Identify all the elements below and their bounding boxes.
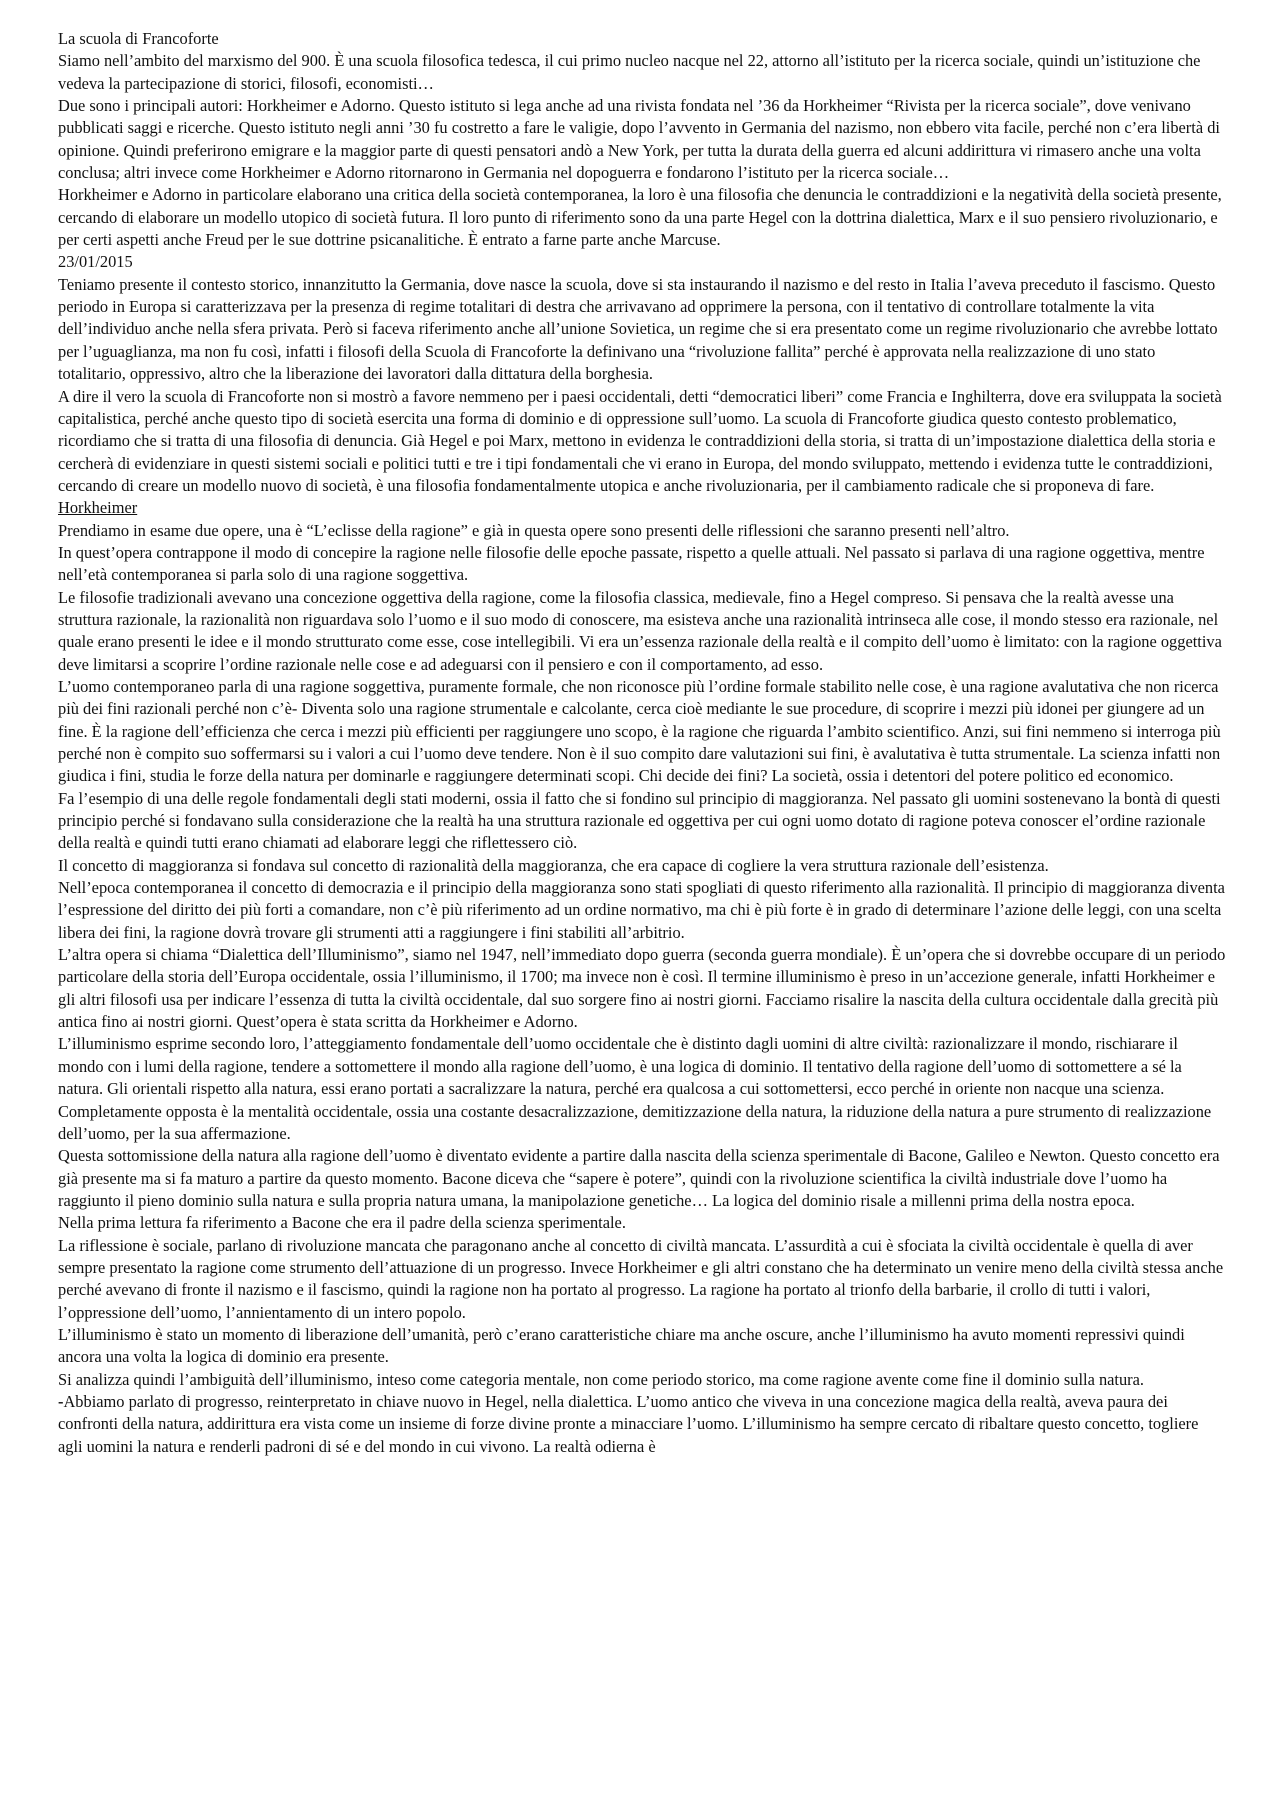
paragraph: L’altra opera si chiama “Dialettica dell’Illuminismo”, siamo nel 1947, nell’immediato dopo guerra (seconda guerra mondiale). È un’opera che si dovrebbe occupare di un periodo particolare della storia dell’Europa occidentale, ossia l’illuminismo, il 1700; ma invece non è così. Il termine illuminismo è preso in un’accezione generale, infatti Horkheimer e gli altri filosofi usa per indicare l’essenza di tutta la civiltà occidentale, dal suo sorgere fino ai nostri giorni. Facciamo risalire la nascita della cultura occidentale dalla grecità più antica fino ai nostri giorni. Quest’opera è stata scritta da Horkheimer e Adorno. bbox=[58, 945, 1226, 1032]
paragraph: La riflessione è sociale, parlano di rivoluzione mancata che paragonano anche al concetto di civiltà mancata. L’assurdità a cui è sfociata la civiltà occidentale è quella di aver sempre presentato la ragione come strumento dell’attuazione di un progresso. Invece Horkheimer e gli altri constano che ha determinato un venire meno della civiltà stessa anche perché avevano di fronte il nazismo e il fascismo, quindi la ragione non ha portato al progresso. La ragione ha portato al trionfo della barbarie, il crollo di tutti i valori, l’oppressione dell’uomo, l’annientamento di un intero popolo. bbox=[58, 1235, 1224, 1322]
date-line: 23/01/2015 bbox=[58, 252, 133, 272]
paragraph: Le filosofie tradizionali avevano una concezione oggettiva della ragione, come la filosofia classica, medievale, fino a Hegel compreso. Si pensava che la realtà avesse una struttura razionale, la razionalità non riguardava solo l’uomo e il suo modo di conoscere, ma esisteva anche una razionalità intrinseca alle cose, il mondo stesso era razionale, nel quale erano presenti le idee e il mondo strutturato come esse, cose intellegibili. Vi era un’essenza razionale della realtà e il compito dell’uomo è limitato: con la ragione oggettiva deve limitarsi a scoprire l’ordine razionale nelle cose e ad adeguarsi con il pensiero e con il comportamento, ad esso. bbox=[58, 587, 1222, 674]
document-title: La scuola di Francoforte bbox=[58, 29, 219, 48]
last-paragraph-text: Abbiamo parlato di progresso, reinterpretato in chiave nuovo in Hegel, nella dialettica. L’uomo antico che viveva in una concezione magica della realtà, aveva paura dei confronti della natura, addirittura era vista come un insieme di forze divine pronte a minacciare l’uomo. L’illuminismo ha sempre cercato di ribaltare questo concetto, togliere agli uomini la natura e renderli padroni di sé e del mondo in cui vivono. La realtà odierna è bbox=[58, 1391, 1199, 1456]
document-page bbox=[58, 28, 1226, 1798]
paragraph: L’illuminismo esprime secondo loro, l’atteggiamento fondamentale dell’uomo occidentale che è distinto dagli uomini di altre civiltà: razionalizzare il mondo, rischiarare il mondo con i lumi della ragione, tendere a sottomettere il mondo alla ragione dell’uomo, è una logica di dominio. Il tentativo della ragione dell’uomo di sottomettere a sé la natura. Gli orientali rispetto alla natura, essi erano portati a sacralizzare la natura, perché era qualcosa a cui sottomettersi, ecco perché in oriente non nacque una scienza. Completamente opposta è la mentalità occidentale, ossia una costante desacralizzazione, demitizzazione della natura, la riduzione della natura a pure strumento di realizzazione dell’uomo, per la sua affermazione. bbox=[58, 1034, 1212, 1143]
paragraph: Horkheimer e Adorno in particolare elaborano una critica della società contemporanea, la loro è una filosofia che denuncia le contraddizioni e la negatività della società presente, cercando di elaborare un modello utopico di società futura. Il loro punto di riferimento sono da una parte Hegel con la dottrina dialettica, Marx e il suo pensiero rivoluzionario, e per certi aspetti anche Freud per le sue dottrine psicanalitiche. È entrato a farne parte anche Marcuse. bbox=[58, 185, 1222, 250]
paragraph: Prendiamo in esame due opere, una è “L’eclisse della ragione” e già in questa opere sono presenti delle riflessioni che saranno presenti nell’altro. bbox=[58, 520, 1010, 540]
paragraph: Il concetto di maggioranza si fondava sul concetto di razionalità della maggioranza, che era capace di cogliere la vera struttura razionale dell’esistenza. bbox=[58, 855, 1049, 875]
paragraph: L’illuminismo è stato un momento di liberazione dell’umanità, però c’erano caratteristiche chiare ma anche oscure, anche l’illuminismo ha avuto momenti repressivi quindi ancora una volta la logica di dominio era presente. bbox=[58, 1324, 1185, 1367]
paragraph: Fa l’esempio di una delle regole fondamentali degli stati moderni, ossia il fatto che si fondino sul principio di maggioranza. Nel passato gli uomini sostenevano la bontà di questi principio perché si fondavano sulla considerazione che la realtà ha una struttura razionale ed oggettiva per cui ogni uomo dotato di ragione poteva conoscer el’ordine razionale della realtà e quindi tutti erano chiamati ad elaborare leggi che riflettessero ciò. bbox=[58, 788, 1221, 853]
paragraph: A dire il vero la scuola di Francoforte non si mostrò a favore nemmeno per i paesi occidentali, detti “democratici liberi” come Francia e Inghilterra, dove era sviluppata la società capitalistica, perché anche questo tipo di società esercita una forma di dominio e di oppressione sull’uomo. La scuola di Francoforte giudica questo contesto problematico, ricordiamo che si tratta di una filosofia di denuncia. Già Hegel e poi Marx, mettono in evidenza le contraddizioni della storia, si tratta di un’impostazione dialettica della storia e cercherà di evidenziare in questi sistemi sociali e politici tutti e tre i tipi fondamentali che vi erano in Europa, del mondo sviluppato, mettendo i evidenza tutte le contraddizioni, cercando di creare un modello nuovo di società, è una filosofia fondamentalmente utopica e anche rivoluzionaria, per il cambiamento radicale che si proponeva di fare. bbox=[58, 386, 1222, 495]
paragraph: Nell’epoca contemporanea il concetto di democrazia e il principio della maggioranza sono stati spogliati di questo riferimento alla razionalità. Il principio di maggioranza diventa l’espressione del diritto dei più forti a comandare, non c’è più riferimento ad un ordine normativo, ma chi è più forte è in grado di determinare l’azione delle leggi, con una scelta libera dei fini, la ragione dovrà trovare gli strumenti atti a raggiungere i fini stabiliti all’arbitrio. bbox=[58, 878, 1225, 942]
paragraph: Teniamo presente il contesto storico, innanzitutto la Germania, dove nasce la scuola, dove si sta instaurando il nazismo e del resto in Italia l’aveva preceduto il fascismo. Questo periodo in Europa si caratterizzava per la presenza di regime totalitari di destra che arrivavano ad opprimere la persona, con il tentativo di controllare totalmente la vita dell’individuo anche nella sfera privata. Però si faceva riferimento anche all’unione Sovietica, un regime che si era presentato come un regime rivoluzionario che avrebbe lottato per l’uguaglianza, ma non fu così, infatti i filosofi della Scuola di Francoforte la definivano una “rivoluzione fallita” perché è approvata nella realizzazione di uno stato totalitario, oppressivo, altro che la liberazione dei lavoratori dalla dittatura della borghesia. bbox=[58, 274, 1218, 384]
paragraph: In quest’opera contrappone il modo di concepire la ragione nelle filosofie delle epoche passate, rispetto a quelle attuali. Nel passato si parlava di una ragione oggettiva, mentre nell’età contemporanea si parla solo di una ragione soggettiva. bbox=[58, 542, 1205, 585]
paragraph: Nella prima lettura fa riferimento a Bacone che era il padre della scienza sperimentale. bbox=[58, 1213, 626, 1233]
bold-dash: - bbox=[58, 1391, 64, 1411]
paragraph: Due sono i principali autori: Horkheimer e Adorno. Questo istituto si lega anche ad una rivista fondata nel ’36 da Horkheimer “Rivista per la ricerca sociale”, dove venivano pubblicati saggi e ricerche. Questo istituto negli anni ’30 fu costretto a fare le valigie, dopo l’avvento in Germania del nazismo, non ebbero vita facile, perché non c’era libertà di opinione. Quindi preferirono emigrare e la maggior parte di questi pensatori andò a New York, per tutta la durata della guerra ed alcuni addirittura vi rimasero anche una volta conclusa; altri invece come Horkheimer e Adorno ritornarono in Germania nel dopoguerra e fondarono l’istituto per la ricerca sociale… bbox=[58, 96, 1220, 183]
paragraph: L’uomo contemporaneo parla di una ragione soggettiva, puramente formale, che non riconosce più l’ordine formale stabilito nelle cose, è una ragione avalutativa che non ricerca più dei fini razionali perché non c’è- Diventa solo una ragione strumentale e calcolante, cerca cioè mediante le sue procedure, di scoprire i mezzi più idonei per giungere ad un fine. È la ragione dell’efficienza che cerca i mezzi più efficienti per raggiungere uno scopo, è la ragione che riguarda l’ambito scientifico. Anzi, sui fini nemmeno si interroga più perché non è compito suo soffermarsi su i valori a cui l’uomo deve tendere. Non è il suo compito dare valutazioni sui fini, è avalutativa è tutta strumentale. La scienza infatti non giudica i fini, studia le forze della natura per dominarle e raggiungere determinati scopi. Chi decide dei fini? La società, ossia i detentori del potere politico ed economico. bbox=[58, 676, 1221, 786]
section-heading: Horkheimer bbox=[58, 498, 138, 518]
paragraph: Questa sottomissione della natura alla ragione dell’uomo è diventato evidente a partire dalla nascita della scienza sperimentale di Bacone, Galileo e Newton. Questo concetto era già presente ma si fa maturo a partire da questo momento. Bacone diceva che “sapere è potere”, quindi con la rivoluzione scientifica la civiltà industriale dove l’uomo ha raggiunto il pieno dominio sulla natura e sulla propria natura umana, la manipolazione genetiche… La logica del dominio risale a millenni prima della nostra epoca. bbox=[58, 1146, 1220, 1210]
paragraph: Siamo nell’ambito del marxismo del 900. È una scuola filosofica tedesca, il cui primo nucleo nacque nel 22, attorno all’istituto per la ricerca sociale, quindi un’istituzione che vedeva la partecipazione di storici, filosofi, economisti… bbox=[58, 51, 1201, 93]
last-paragraph bbox=[58, 1391, 1226, 1458]
paragraph: Si analizza quindi l’ambiguità dell’illuminismo, inteso come categoria mentale, non come periodo storico, ma come ragione avente come fine il dominio sulla natura. bbox=[58, 1369, 1145, 1389]
